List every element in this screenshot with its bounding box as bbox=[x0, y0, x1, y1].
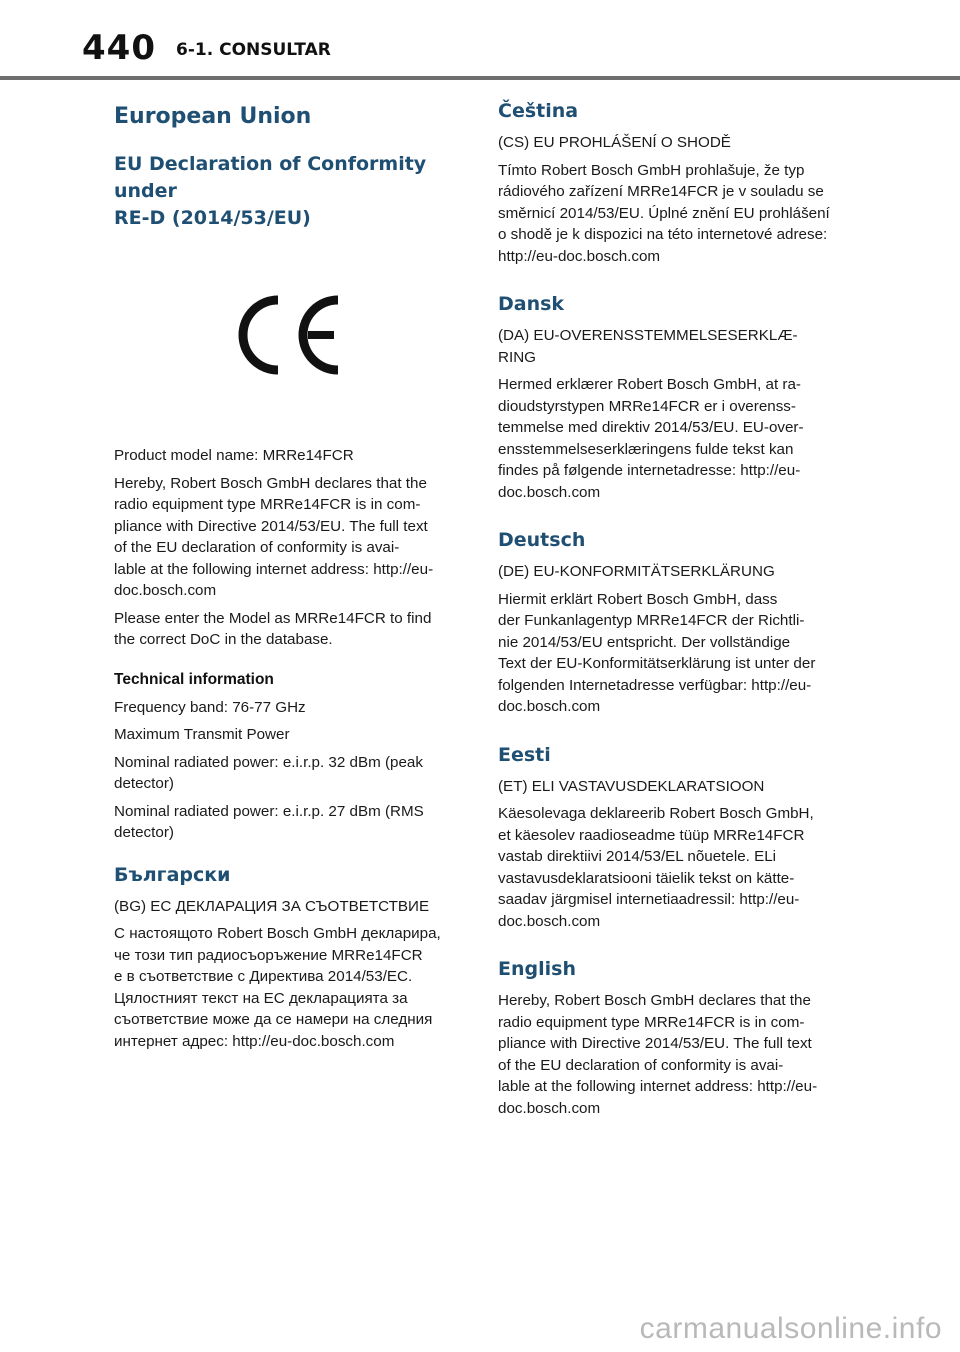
right-column bbox=[498, 100, 848, 1125]
lang-body-da: Hermed erklærer Robert Bosch GmbH, at ra- dioudstyrstypen MRRe14FCR er i overenss- temmelse med direktiv 2014/53/EU. EU-over- ensstemmelseserklæringens fulde tekst kan findes på følgende internetadresse: http://eu- doc.bosch.com bbox=[498, 376, 804, 501]
page-title: European Union bbox=[114, 104, 312, 129]
lang-heading-cs: Čeština bbox=[498, 100, 579, 122]
model-name: Product model name: MRRe14FCR bbox=[114, 447, 354, 464]
section-title: 6-1. CONSULTAR bbox=[176, 40, 331, 60]
max-transmit-power: Maximum Transmit Power bbox=[114, 726, 290, 743]
lang-heading-en: English bbox=[498, 958, 576, 980]
lang-sub-et: (ET) ELI VASTAVUSDEKLARATSIOON bbox=[498, 777, 765, 795]
page-number: 440 bbox=[82, 28, 156, 68]
declaration-text: Hereby, Robert Bosch GmbH declares that the radio equipment type MRRe14FCR is in com- pliance with Directive 2014/53/EU. The full text of the EU declaration of conformity is avai- lable at the following internet address: http://eu- doc.bosch.com bbox=[114, 474, 434, 599]
ce-mark-icon bbox=[226, 290, 346, 380]
header-divider bbox=[0, 76, 960, 80]
lang-body-cs: Tímto Robert Bosch GmbH prohlašuje, že typ rádiového zařízení MRRe14FCR je v souladu se směrnicí 2014/53/EU. Úplné znění EU prohlášení o shodě je k dispozici na této internetové adrese: http://eu-doc.bosch.com bbox=[498, 161, 830, 265]
radiated-power-rms: Nominal radiated power: e.i.r.p. 27 dBm (RMS detector) bbox=[114, 802, 424, 841]
lang-heading-de: Deutsch bbox=[498, 529, 586, 551]
lang-body-et: Käesolevaga deklareerib Robert Bosch GmbH, et käesolev raadioseadme tüüp MRRe14FCR vastab direktiivi 2014/53/EL nõuetele. ELi vastavusdeklaratsiooni täielik tekst on kätte- saadav järgmisel internetiaadressil: http://eu- doc.bosch.com bbox=[498, 805, 814, 930]
footer-watermark: carmanualsonline.info bbox=[639, 1312, 942, 1345]
frequency-band: Frequency band: 76-77 GHz bbox=[114, 698, 306, 716]
lang-body-en: Hereby, Robert Bosch GmbH declares that the radio equipment type MRRe14FCR is in com- pliance with Directive 2014/53/EU. The full text of the EU declaration of conformity is avai- lable at the following internet address: http://eu- doc.bosch.com bbox=[498, 992, 818, 1117]
lang-body-de: Hiermit erklärt Robert Bosch GmbH, dass der Funkanlagentyp MRRe14FCR der Richtli- nie 2014/53/EU entspricht. Der vollständige Text der EU-Konformitätserklärung ist unter der folgenden Internetadresse verfügbar: http://eu- doc.bosch.com bbox=[498, 590, 816, 715]
lang-heading-da: Dansk bbox=[498, 293, 565, 315]
lang-body-bg: С настоящото Robert Bosch GmbH декларира, че този тип радиосъоръжение MRRe14FCR е в съответствие с Директива 2014/53/ЕС. Цялостният текст на ЕС декларацията за съответствие може да се намери на следния интернет адрес: http://eu-doc.bosch.com bbox=[114, 925, 441, 1050]
instruction-text: Please enter the Model as MRRe14FCR to find the correct DoC in the database. bbox=[114, 609, 432, 648]
lang-sub-bg: (BG) ЕС ДЕКЛАРАЦИЯ ЗА СЪОТВЕТСТВИЕ bbox=[114, 897, 430, 915]
lang-heading-bg: Български bbox=[114, 863, 231, 886]
declaration-heading: EU Declaration of Conformity under RE-D (2014/53/EU) bbox=[114, 153, 427, 229]
page-header bbox=[0, 0, 960, 80]
lang-sub-de: (DE) EU-KONFORMITÄTSERKLÄRUNG bbox=[498, 563, 775, 580]
lang-heading-et: Eesti bbox=[498, 743, 551, 766]
technical-info-heading: Technical information bbox=[114, 670, 274, 688]
lang-sub-da: (DA) EU-OVERENSSTEMMELSESERKLÆ- RING bbox=[498, 327, 798, 366]
radiated-power-peak: Nominal radiated power: e.i.r.p. 32 dBm (peak detector) bbox=[114, 753, 423, 792]
left-column bbox=[114, 100, 464, 1058]
lang-sub-cs: (CS) EU PROHLÁŠENÍ O SHODĚ bbox=[498, 134, 731, 151]
